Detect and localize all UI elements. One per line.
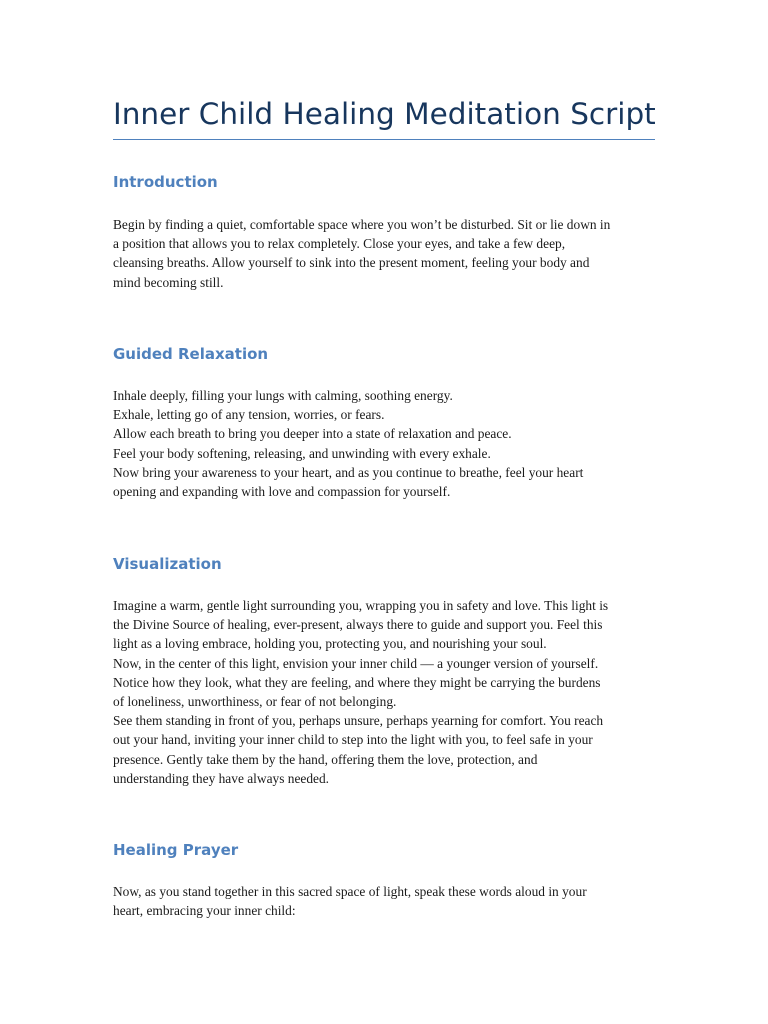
text-line: Now, as you stand together in this sacred space of light, speak these words aloud in your [113, 884, 587, 899]
introduction-heading: Introduction [113, 173, 218, 191]
text-line: Exhale, letting go of any tension, worries, or fears. [113, 407, 385, 423]
title-underline [113, 139, 655, 140]
text-line: See them standing in front of you, perhaps unsure, perhaps yearning for comfort. You reach [113, 713, 604, 729]
text-line: a position that allows you to relax completely. Close your eyes, and take a few deep, [113, 236, 566, 252]
text-line: Allow each breath to bring you deeper into a state of relaxation and peace. [113, 426, 512, 442]
healing-prayer-heading: Healing Prayer [113, 841, 239, 859]
guided-relaxation-heading: Guided Relaxation [113, 345, 269, 363]
text-line: cleansing breaths. Allow yourself to sink into the present moment, feeling your body and [113, 255, 590, 271]
text-line: of loneliness, unworthiness, or fear of not belonging. [113, 694, 397, 710]
text-line: Feel your body softening, releasing, and unwinding with every exhale. [113, 445, 491, 461]
text-line: mind becoming still. [113, 274, 224, 290]
document-title: Inner Child Healing Meditation Script [113, 97, 656, 131]
text-line: Now bring your awareness to your heart, and as you continue to breathe, feel your heart [113, 464, 584, 480]
visualization-paragraph [113, 596, 655, 788]
healing-prayer-paragraph [113, 882, 655, 920]
text-line: heart, embracing your inner child: [113, 903, 296, 919]
introduction-paragraph [113, 215, 655, 292]
text-line: out your hand, inviting your inner child to step into the light with you, to feel safe in your [113, 732, 593, 748]
guided-relaxation-paragraph [113, 386, 655, 501]
text-line: Inhale deeply, filling your lungs with calming, soothing energy. [113, 388, 453, 403]
text-line: opening and expanding with love and compassion for yourself. [113, 484, 451, 500]
text-line: the Divine Source of healing, ever-present, always there to guide and support you. Feel this [113, 617, 603, 633]
text-line: light as a loving embrace, holding you, protecting you, and nourishing your soul. [113, 636, 547, 652]
text-line: Notice how they look, what they are feeling, and where they might be carrying the burdens [113, 674, 601, 690]
text-line: understanding they have always needed. [113, 770, 330, 786]
visualization-heading: Visualization [113, 555, 222, 573]
text-line: Begin by finding a quiet, comfortable space where you won’t be disturbed. Sit or lie down in [113, 217, 611, 232]
text-line: Imagine a warm, gentle light surrounding you, wrapping you in safety and love. This light is [113, 598, 609, 613]
text-line: presence. Gently take them by the hand, offering them the love, protection, and [113, 751, 538, 767]
text-line: Now, in the center of this light, envision your inner child — a younger version of yourself. [113, 655, 599, 671]
